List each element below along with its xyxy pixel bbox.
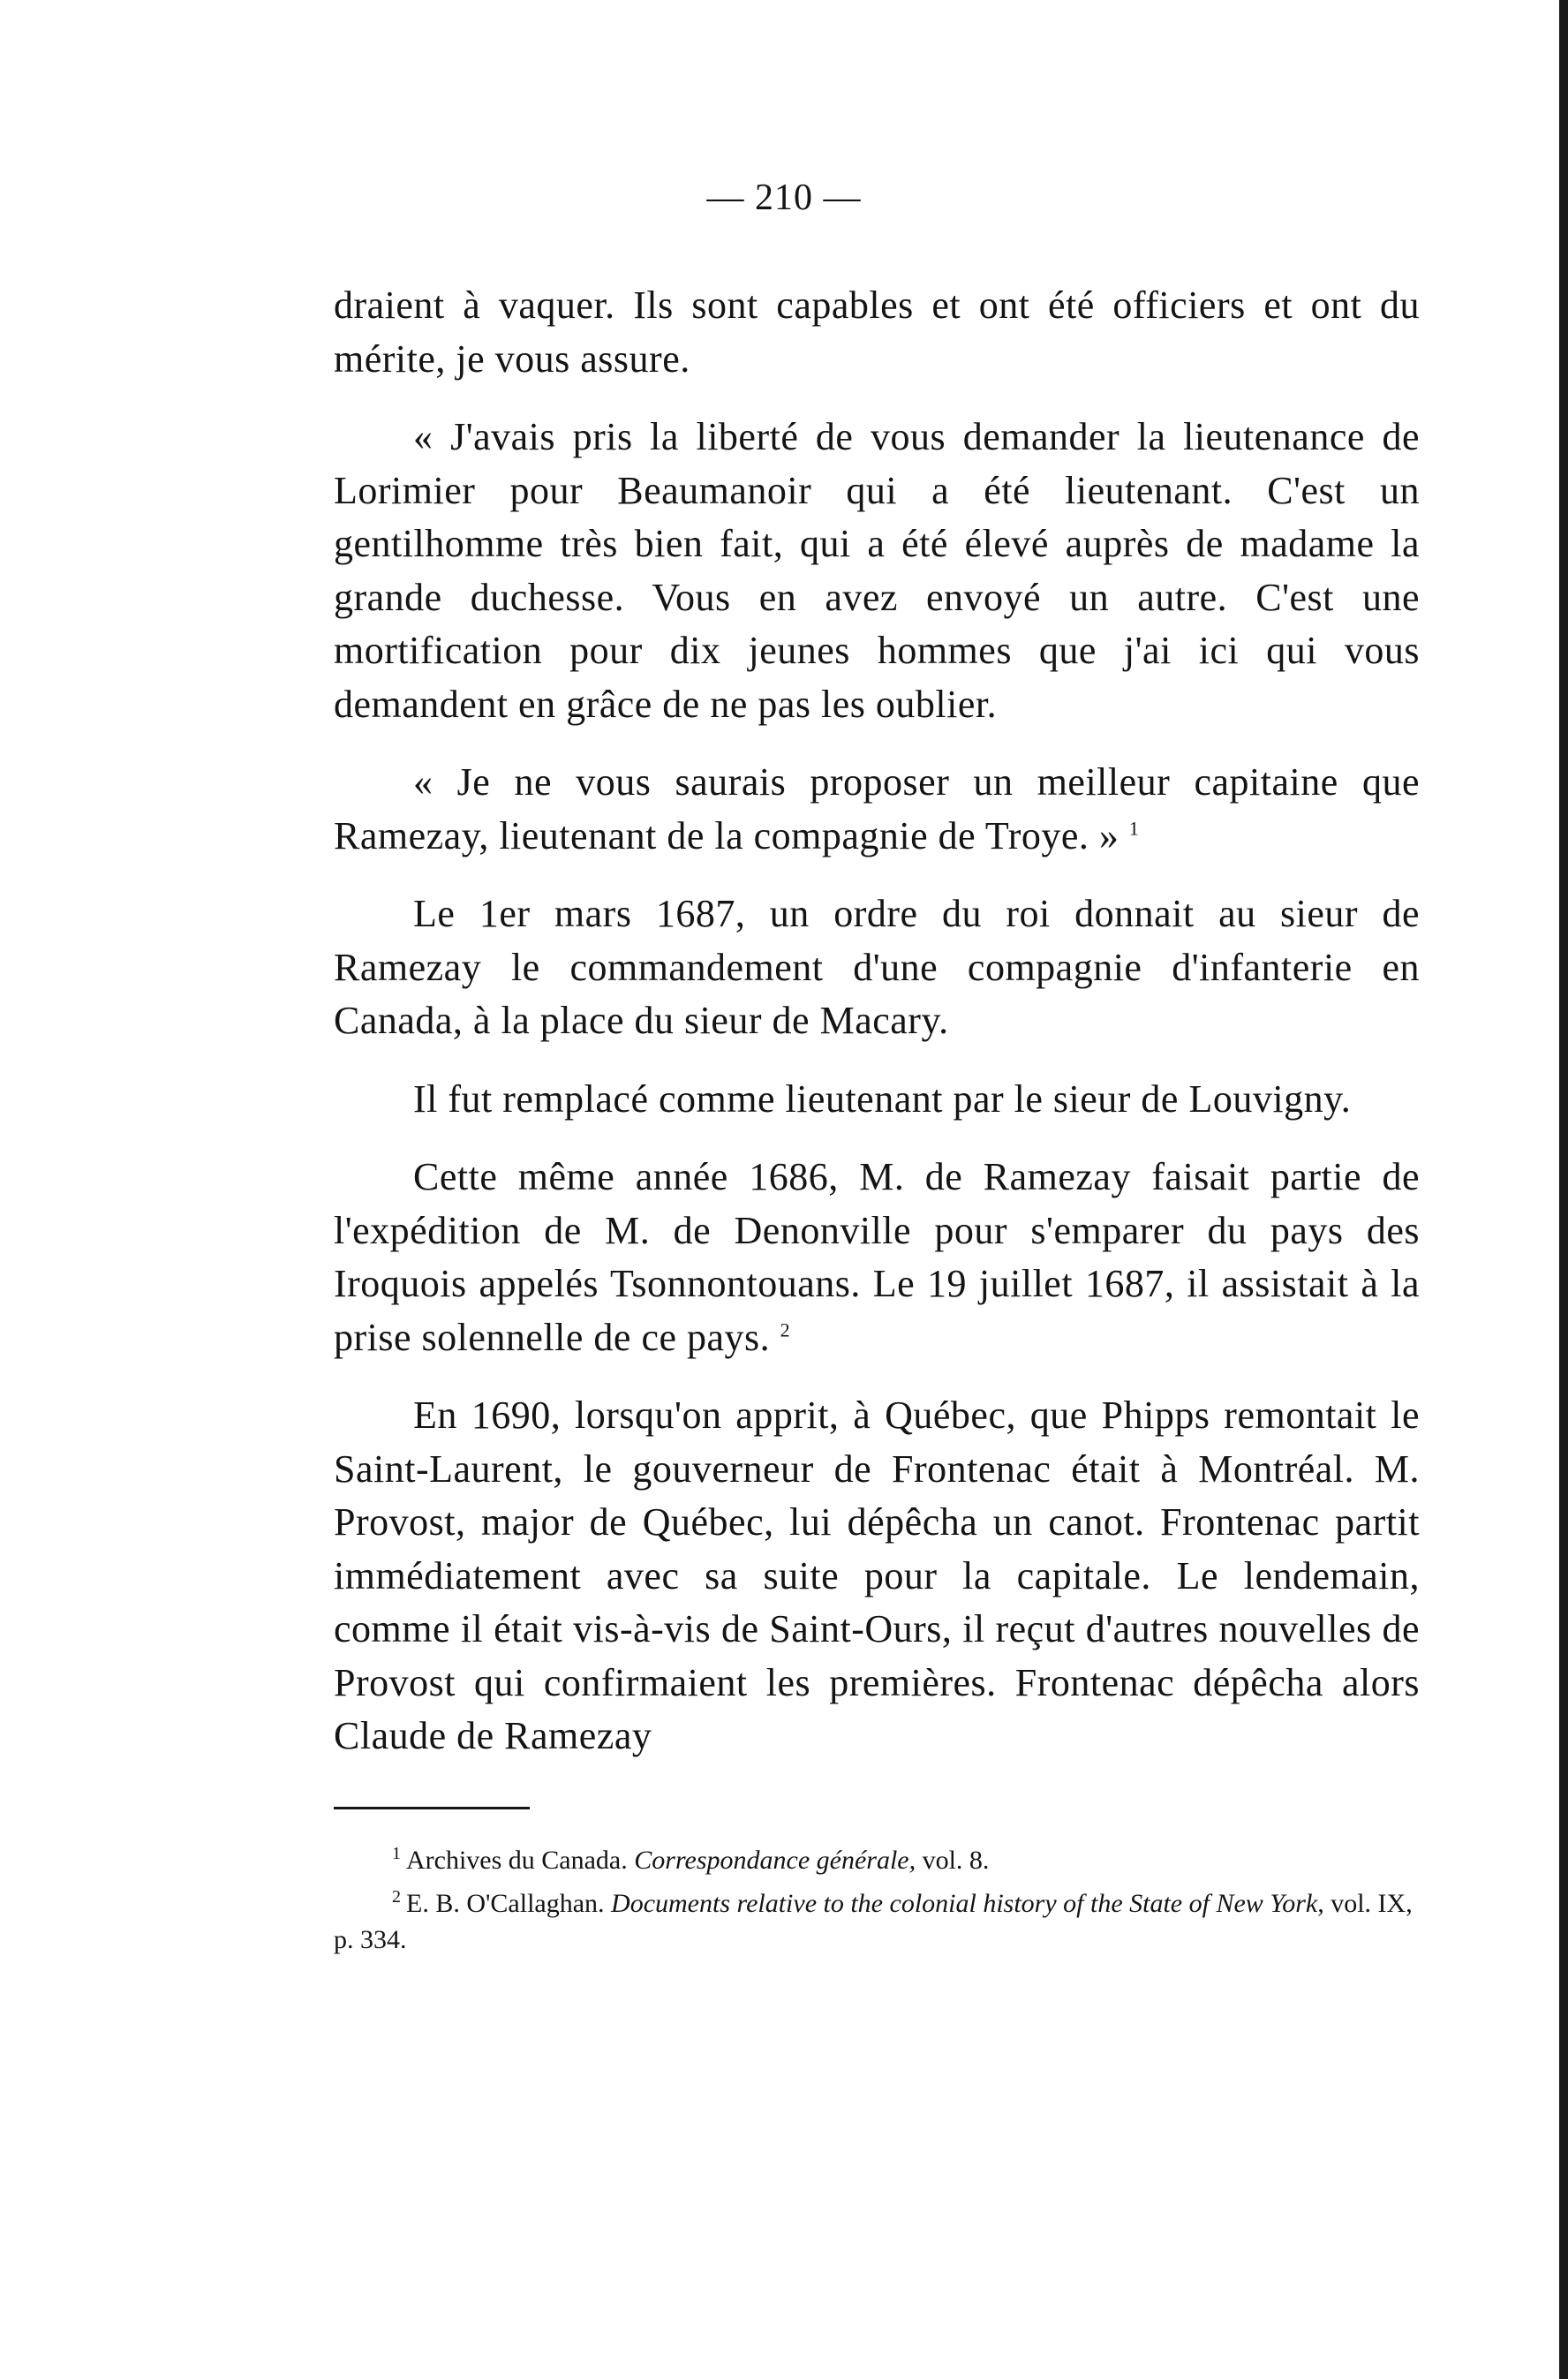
paragraph-text: draient à vaquer. Ils sont capables et ont été officiers et ont du mérite, je vous assure.: [334, 283, 1420, 381]
footnote: [334, 1885, 1420, 1958]
paragraph: [334, 1389, 1420, 1763]
paragraph-text: Cette même année 1686, M. de Ramezay faisait partie de l'expédition de M. de Denonville pour s'emparer du pays des Iroquois appelés Tsonnontouans. Le 19 juillet 1687, il assistait à la prise solennelle de ce pays.: [334, 1155, 1420, 1359]
footnote-text: E. B. O'Callaghan.: [406, 1889, 612, 1918]
footnote-title: Correspondance générale,: [634, 1846, 916, 1875]
footnote-marker: 2: [392, 1887, 401, 1907]
footnote-text: Archives du Canada.: [406, 1846, 635, 1875]
paragraph: [334, 887, 1420, 1048]
footnote-title: Documents relative to the colonial history of the State of New York,: [611, 1889, 1324, 1918]
paragraph: [334, 756, 1420, 863]
footnote-text: vol. IX, p. 334.: [334, 1889, 1413, 1954]
paragraph-text: « Je ne vous saurais proposer un meilleur capitaine que Ramezay, lieutenant de la compagnie de Troye. »: [334, 760, 1420, 857]
footnote-reference: 2: [780, 1318, 791, 1341]
paragraph: [334, 1151, 1420, 1364]
paragraph-text: Le 1er mars 1687, un ordre du roi donnait au sieur de Ramezay le commandement d'une compagnie d'infanterie en Canada, à la place du sieur de Macary.: [334, 892, 1420, 1042]
body-text: [334, 279, 1420, 1763]
footnote-text: vol. 8.: [916, 1846, 990, 1875]
footnote-separator: [334, 1807, 530, 1809]
paragraph-text: En 1690, lorsqu'on apprit, à Québec, que Phipps remontait le Saint-Laurent, le gouverneur de Frontenac était à Montréal. M. Provost, major de Québec, lui dépêcha un canot. Frontenac partit immédiatement avec sa suite pour la capitale. Le lendemain, comme il était vis-à-vis de Saint-Ours, il reçut d'autres nouvelles de Provost qui confirmaient les premières. Frontenac dépêcha alors Claude de Ramezay: [334, 1393, 1420, 1757]
footnote: [334, 1842, 1420, 1878]
scan-edge: [1559, 0, 1568, 2379]
footnote-reference: 1: [1128, 816, 1140, 839]
footnote-marker: 1: [392, 1844, 401, 1863]
paragraph: [334, 411, 1420, 731]
paragraph-text: Il fut remplacé comme lieutenant par le sieur de Louvigny.: [413, 1076, 1352, 1121]
paragraph: [334, 279, 1420, 386]
footnotes: [334, 1842, 1420, 1958]
paragraph: [334, 1073, 1420, 1127]
page-number: — 210 —: [706, 177, 862, 218]
paragraph-text: « J'avais pris la liberté de vous demander la lieutenance de Lorimier pour Beaumanoir qui a été lieutenant. C'est un gentilhomme très bien fait, qui a été élevé auprès de madame la grande duchesse. Vous en avez envoyé un autre. C'est une mortification pour dix jeunes hommes que j'ai ici qui vous demandent en grâce de ne pas les oublier.: [334, 415, 1420, 726]
